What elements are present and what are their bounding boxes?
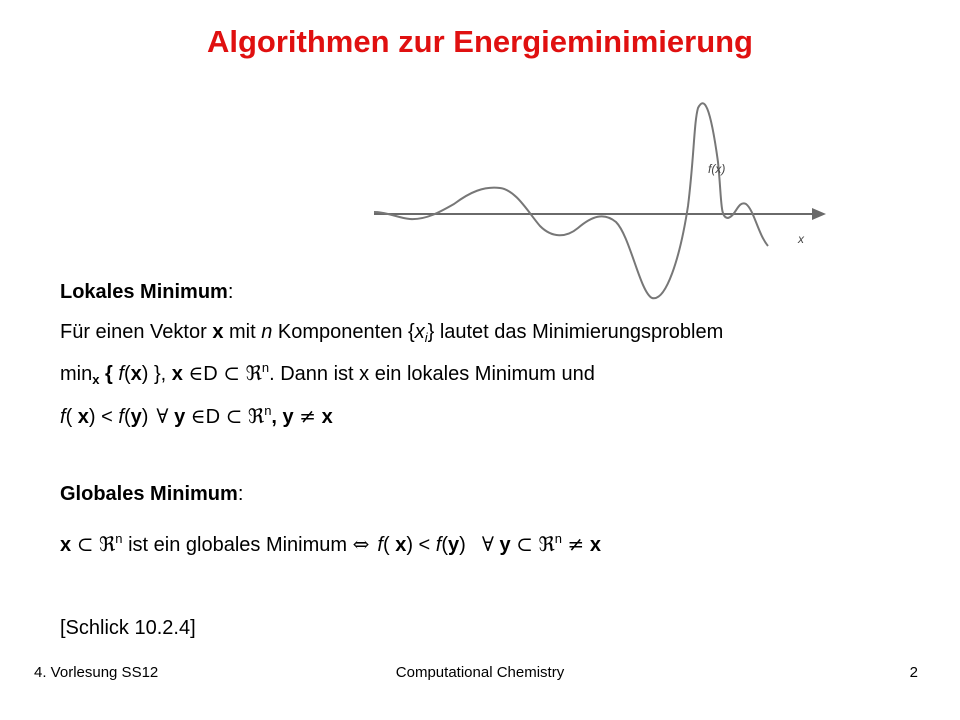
x-axis-arrow [812, 208, 826, 220]
function-plot [360, 88, 840, 308]
page-number: 2 [909, 664, 918, 681]
local-minimum-heading: Lokales Minimum: [60, 281, 234, 303]
footer-course: Computational Chemistry [395, 664, 565, 681]
function-curve [374, 103, 768, 298]
axis-label: x [798, 232, 804, 246]
iff-arrow: ⇔ [352, 532, 370, 556]
global-minimum-line: x ⊂ ℜ$^n$ ist ein globales Minimum ⇔ f( x) < f(y) ∀ y ⊂ ℜ$^n$ ≠ x [60, 531, 601, 556]
local-minimum-line-3: f( x) < f(y) ∀ y ∈D ⊂ ℜ$^n$, y ≠ x [60, 403, 333, 428]
slide-title: Algorithmen zur Energieminimierung [207, 24, 753, 59]
global-minimum-heading: Globales Minimum: [60, 483, 244, 505]
local-minimum-line-1: Für einen Vektor x mit n Komponenten $\{x_i\}$ lautet das Minimierungsproblem [60, 321, 724, 345]
reference: [Schlick 10.2.4] [60, 617, 196, 639]
curve-label: f(x) [708, 162, 726, 176]
footer-lecture: 4. Vorlesung SS12 [34, 664, 159, 681]
local-minimum-line-2: $\min_x$ { f(x) }, x ∈D ⊂ ℜ$^n$. Dann ist x ein lokales Minimum und [60, 360, 595, 387]
